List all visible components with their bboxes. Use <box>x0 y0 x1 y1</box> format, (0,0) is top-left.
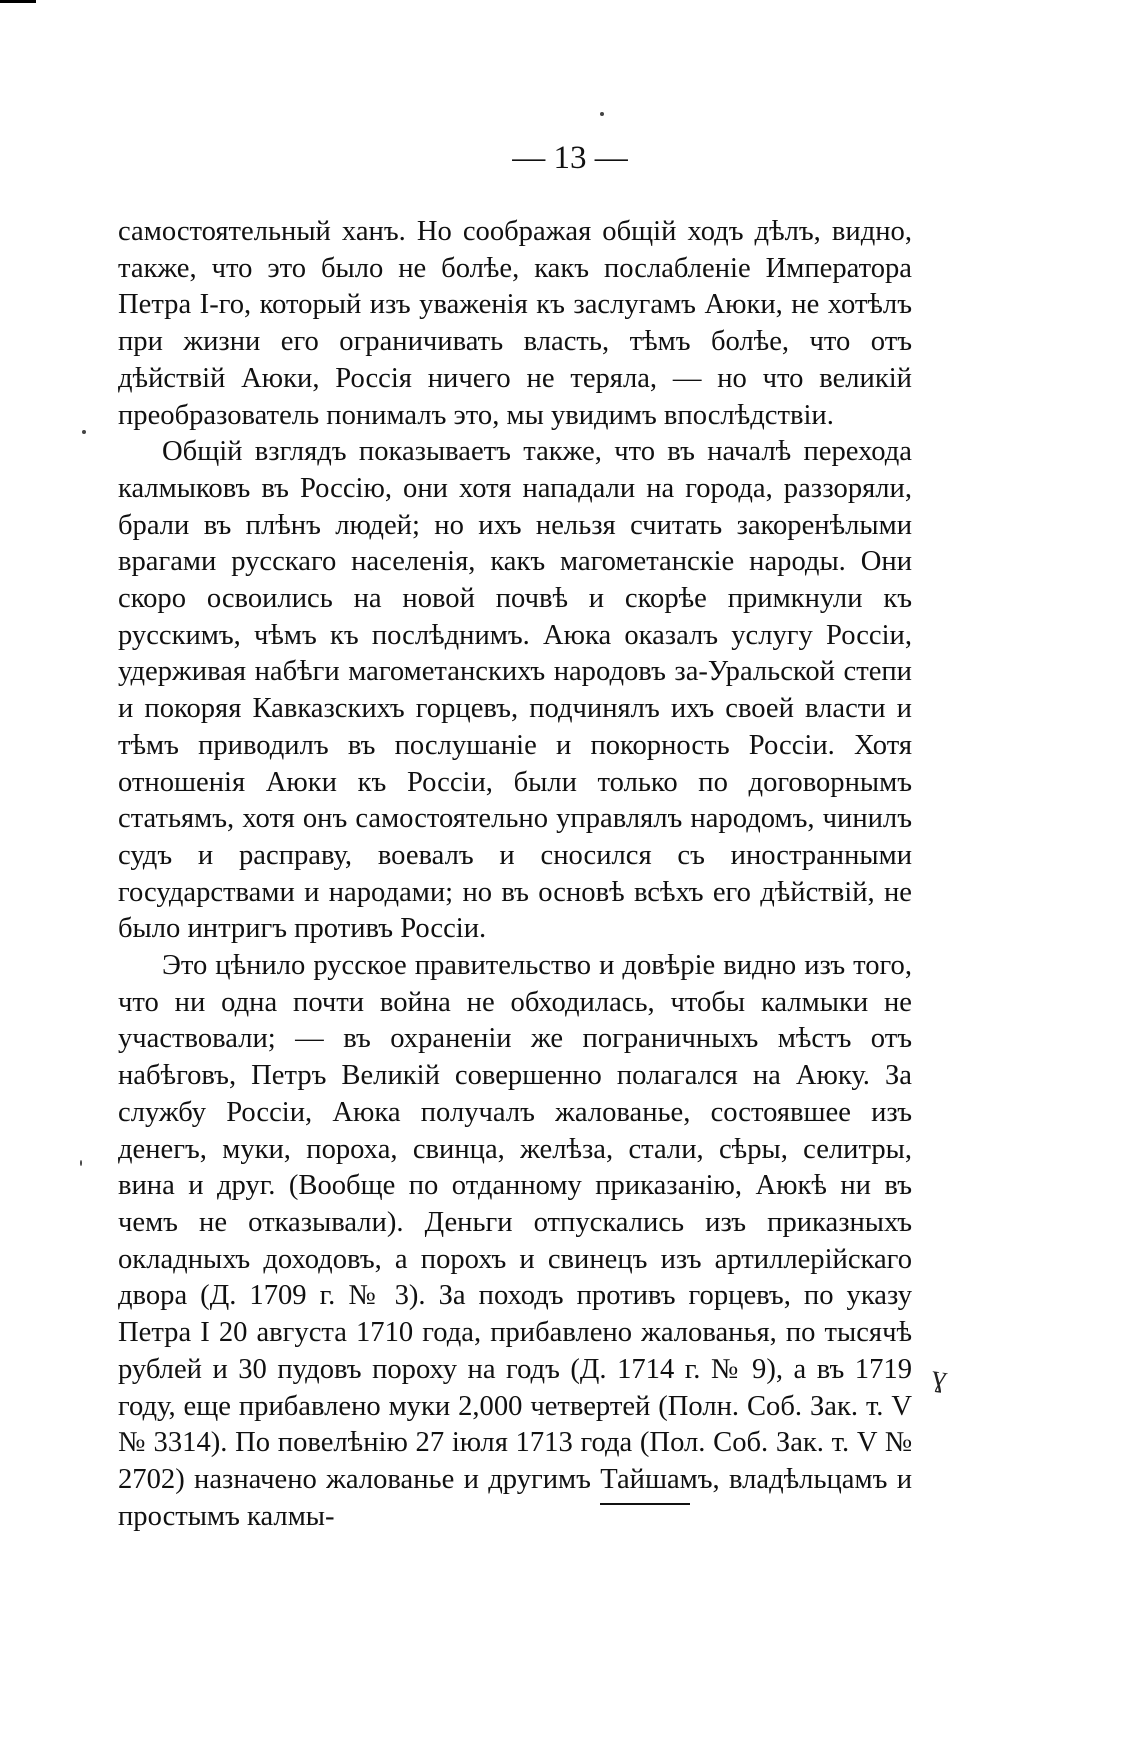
paragraph-3: Это цѣнило русское правительство и довѣріе видно изъ того, что ни одна почти война не обходилась, чтобы калмыки не участвовали; — въ охраненіи же пограничныхъ мѣстъ отъ набѣговъ, Петръ Великій совершенно полагался на Аюку. За службу Россіи, Аюка получалъ жалованье, состоявшее изъ денегъ, муки, пороха, свинца, желѣза, стали, сѣры, селитры, вина и друг. (Вообще по отданному приказанію, Аюкѣ ни въ чемъ не отказывали). Деньги отпускались изъ приказныхъ окладныхъ доходовъ, а порохъ и свинецъ изъ артиллерійскаго двора (Д. 1709 г. № 3). За походъ противъ горцевъ, по указу Петра І 20 августа 1710 года, прибавлено жалованья, по тысячѣ рублей и 30 пудовъ пороху на годъ (Д. 1714 г. № 9), а въ 1719 году, еще прибавлено муки 2,000 четвертей (Полн. Соб. Зак. т. V № 3314). По повелѣнію 27 іюля 1713 года (Пол. Соб. Зак. т. V № 2702) назначено жалованье и другимъ Тайшамъ, владѣльцамъ и простымъ калмы- <box>118 950 912 1532</box>
page-number: — 13 — <box>512 140 628 176</box>
page-body <box>118 214 912 1535</box>
scan-speck <box>80 1160 82 1166</box>
margin-pencil-mark: ɣ <box>929 1359 950 1394</box>
scan-speck <box>600 112 604 116</box>
paragraph-2: Общій взглядъ показываетъ также, что въ началѣ перехода калмыковъ въ Россію, они хотя нападали на города, раззоряли, брали въ плѣнъ людей; но ихъ нельзя считать закоренѣлыми врагами русскаго населенія, какъ магометанскіе народы. Они скоро освоились на новой почвѣ и скорѣе примкнули къ русскимъ, чѣмъ къ послѣднимъ. Аюка оказалъ услугу Россіи, удерживая набѣги магометанскихъ народовъ за-Уральской степи и покоряя Кавказскихъ горцевъ, подчинялъ ихъ своей власти и тѣмъ приводилъ въ послушаніе и покорность Россіи. Хотя отношенія Аюки къ Россіи, были только по договорнымъ статьямъ, хотя онъ самостоятельно управлялъ народомъ, чинилъ судъ и расправу, воевалъ и сносился съ иностранными государствами и народами; но въ основѣ всѣхъ его дѣйствій, не было интригъ противъ Россіи. <box>118 436 912 945</box>
pencil-underline <box>600 1503 690 1505</box>
scan-edge-mark <box>0 0 36 3</box>
scan-speck <box>82 430 86 434</box>
paragraph-1: самостоятельный ханъ. Но соображая общій ходъ дѣлъ, видно, также, что это было не болѣе, какъ послабленіе Императора Петра І-го, который изъ уваженія къ заслугамъ Аюки, не хотѣлъ при жизни его ограничивать власть, тѣмъ болѣе, что отъ дѣйствій Аюки, Россія ничего не теряла, — но что великій преобразователь понималъ это, мы увидимъ впослѣдствіи. <box>118 216 912 431</box>
